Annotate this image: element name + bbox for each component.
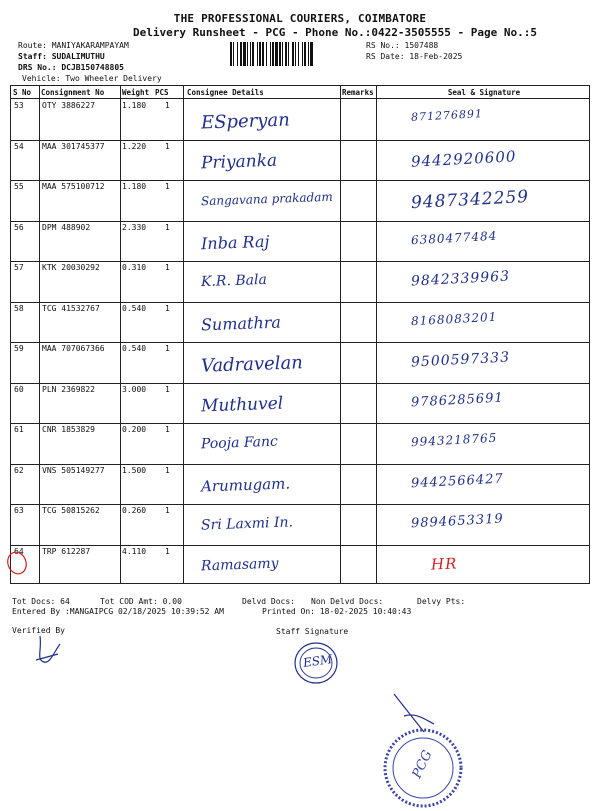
row-consignment-no: TCG 50815262 <box>42 506 100 515</box>
drs-text: DRS No.: DCJB150748805 <box>18 63 124 72</box>
row-consignee-handwriting: ESperyan <box>200 109 291 134</box>
barcode <box>230 42 355 66</box>
row-weight: 1.220 <box>122 141 147 151</box>
route-text: Route: MANIYAKARAMPAYAM <box>18 41 129 50</box>
row-pcs: 1 <box>165 303 170 313</box>
row-weight: 4.110 <box>122 546 147 556</box>
rs-date-text: RS Date: 18-Feb-2025 <box>366 52 463 61</box>
row-consignment-no: PLN 2369822 <box>42 384 95 394</box>
row-sno: 54 <box>14 141 24 151</box>
row-pcs: 1 <box>165 101 170 110</box>
row-pcs: 1 <box>165 344 170 353</box>
row-sno: 59 <box>14 344 24 353</box>
meta-right <box>366 40 462 62</box>
pcg-stamp-text: PCG <box>409 748 436 781</box>
printed-on: Printed On: 18-02-2025 10:40:43 <box>262 607 412 616</box>
row-consignment-no: TRP 612287 <box>42 546 91 556</box>
staff-signature-label: Staff Signature <box>276 627 349 636</box>
rs-no-text: RS No.: 1507488 <box>366 41 439 50</box>
col-remarks-header: Remarks <box>342 88 374 97</box>
row-signature: 9500597333 <box>410 349 511 371</box>
row-sno: 53 <box>14 101 24 110</box>
row-signature: 9786285691 <box>410 390 505 410</box>
row-sno: 64 <box>14 546 24 556</box>
row-consignee-handwriting: Arumugam. <box>200 473 291 496</box>
row-pcs: 1 <box>165 465 170 475</box>
row-pcs: 1 <box>165 182 170 191</box>
non-delvd-docs: Non Delvd Docs: <box>311 597 384 606</box>
row-consignment-no: VNS 505149277 <box>42 465 105 475</box>
row-pcs: 1 <box>165 222 170 232</box>
row-consignee-handwriting: Muthuvel <box>200 393 284 416</box>
row-pcs: 1 <box>165 546 170 556</box>
runsheet-table <box>10 85 590 584</box>
vehicle-text: Vehicle: Two Wheeler Delivery <box>22 74 162 83</box>
col-consignment-header: Consignment No <box>41 88 105 97</box>
row-consignee-handwriting: Ramasamy <box>200 555 279 574</box>
verifier-signature <box>30 630 70 670</box>
row-signature: 9442566427 <box>410 471 505 491</box>
col-seal-header: Seal & Signature <box>447 88 521 97</box>
row-weight: 0.540 <box>122 303 147 313</box>
row-weight: 0.540 <box>122 344 147 353</box>
row-weight: 1.500 <box>122 465 147 475</box>
meta-left <box>18 40 162 84</box>
col-weight-header: Weight <box>122 88 150 97</box>
row-consignee-handwriting: Sangavana prakadam <box>200 189 334 209</box>
col-pcs-header: PCS <box>155 88 169 97</box>
row-consignment-no: KTK 20030292 <box>42 263 100 272</box>
staff-stamp-text: ESM <box>302 652 334 670</box>
row-consignment-no: TCG 41532767 <box>42 303 100 313</box>
row-pcs: 1 <box>165 141 170 151</box>
row-sno: 60 <box>14 384 24 394</box>
row-consignee-handwriting: Inba Raj <box>200 231 270 253</box>
row-signature: 9842339963 <box>410 268 511 290</box>
row-pcs: 1 <box>165 263 170 272</box>
row-consignee-handwriting: Vadravelan <box>200 352 304 377</box>
row-weight: 1.180 <box>122 182 147 191</box>
row-weight: 1.180 <box>122 101 147 110</box>
entered-by: Entered By :MANGAIPCG 02/18/2025 10:39:52 AM <box>12 607 224 616</box>
row-consignment-no: MAA 301745377 <box>42 141 105 151</box>
verified-by-label: Verified By <box>12 626 65 635</box>
row-consignment-no: OTY 3886227 <box>42 101 95 110</box>
row-signature: 8168083201 <box>410 309 498 328</box>
row-pcs: 1 <box>165 384 170 394</box>
row-sno: 62 <box>14 465 24 475</box>
row-pcs: 1 <box>165 506 170 515</box>
staff-stamp <box>292 640 342 686</box>
row-weight: 3.000 <box>122 384 147 394</box>
row-consignment-no: DPM 488902 <box>42 222 91 232</box>
col-consignee-header: Consignee Details <box>187 88 264 97</box>
row-weight: 2.330 <box>122 222 147 232</box>
row-signature: 9894653319 <box>410 511 505 532</box>
row-sno: 55 <box>14 182 24 191</box>
row-sno: 61 <box>14 425 24 434</box>
runsheet-subtitle: Delivery Runsheet - PCG - Phone No.:0422-3505555 - Page No.:5 <box>133 26 537 39</box>
row-signature: 871276891 <box>410 107 484 124</box>
pcg-stamp <box>380 725 466 811</box>
row-sno: 63 <box>14 506 24 515</box>
tot-docs: Tot Docs: 64 <box>12 597 70 606</box>
row-consignee-handwriting: Sumathra <box>200 312 282 334</box>
row-signature: HR <box>430 553 458 574</box>
row-weight: 0.260 <box>122 506 147 515</box>
col-sno-header: S No <box>13 88 32 97</box>
row-consignment-no: MAA 707067366 <box>42 344 105 353</box>
row-consignee-handwriting: Priyanka <box>200 150 278 173</box>
row-consignee-handwriting: Sri Laxmi In. <box>200 514 294 534</box>
row-signature: 9943218765 <box>410 430 498 450</box>
row-signature: 6380477484 <box>410 228 498 247</box>
row-sno: 56 <box>14 222 24 232</box>
row-consignee-handwriting: Pooja Fanc <box>200 433 279 453</box>
row-signature: 9442920600 <box>410 146 517 171</box>
row-signature: 9487342259 <box>410 186 530 214</box>
row-consignee-handwriting: K.R. Bala <box>200 271 268 291</box>
row-weight: 0.310 <box>122 263 147 272</box>
delvy-pts: Delvy Pts: <box>417 597 466 606</box>
staff-text: Staff: SUDALIMUTHU <box>18 52 105 61</box>
row-consignment-no: CNR 1853829 <box>42 425 95 434</box>
delvd-docs: Delvd Docs: <box>242 597 295 606</box>
row-sno: 58 <box>14 303 24 313</box>
row-pcs: 1 <box>165 425 170 434</box>
tot-cod: Tot COD Amt: 0.00 <box>100 597 182 606</box>
company-title: THE PROFESSIONAL COURIERS, COIMBATORE <box>173 12 427 25</box>
row-consignment-no: MAA 575100712 <box>42 182 105 191</box>
row-weight: 0.200 <box>122 425 147 434</box>
row-sno: 57 <box>14 263 24 272</box>
red-circle-mark <box>4 550 34 580</box>
